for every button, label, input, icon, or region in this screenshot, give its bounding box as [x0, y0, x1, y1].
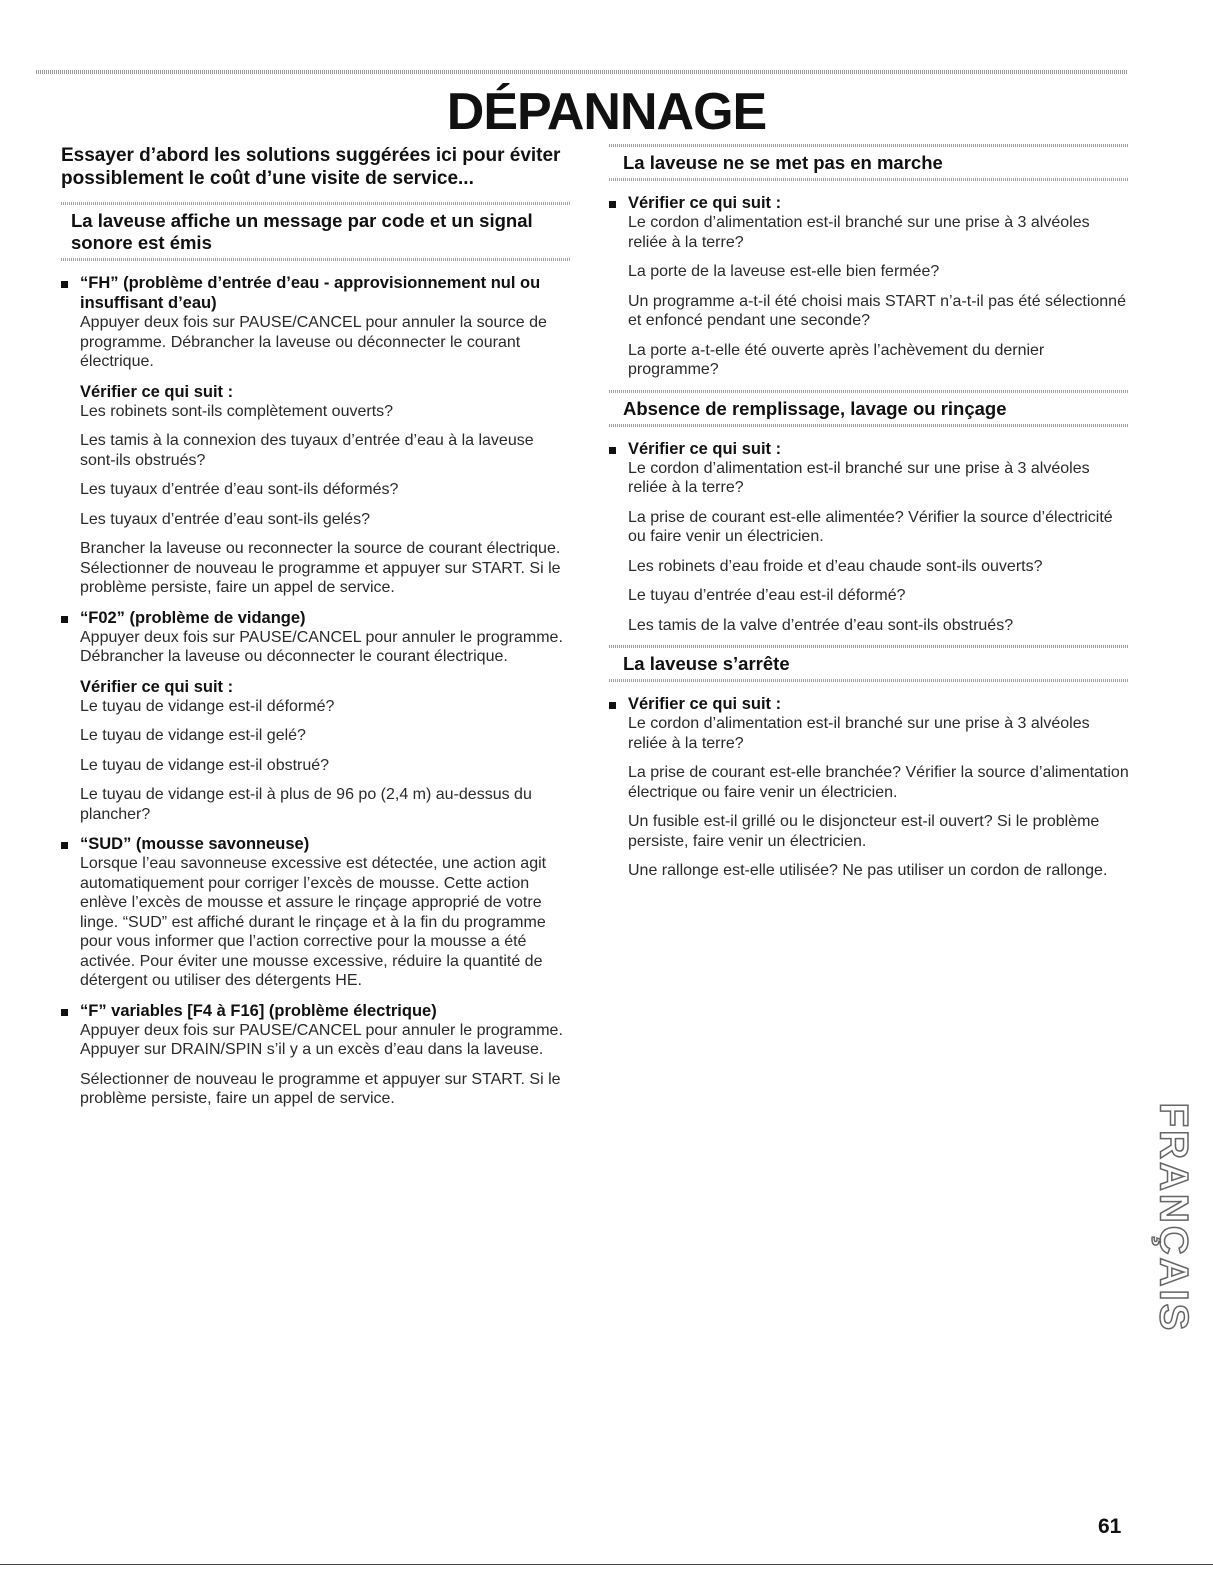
- check-line: Le cordon d’alimentation est-il branché sur une prise à 3 alvéoles reliée à la terre?: [628, 459, 1090, 496]
- check-line: Les tuyaux d’entrée d’eau sont-ils gelés?: [80, 510, 370, 528]
- check-line: Un programme a-t-il été choisi mais START n’a-t-il pas été sélectionné et enfoncé pendant une seconde?: [628, 292, 1126, 329]
- check-line: Les tuyaux d’entrée d’eau sont-ils déformés?: [80, 481, 399, 498]
- square-bullet-icon: [61, 616, 68, 623]
- square-bullet-icon: [609, 702, 616, 709]
- item-title: “SUD” (mousse savonneuse): [80, 835, 310, 853]
- square-bullet-icon: [61, 1009, 68, 1016]
- section-title: La laveuse s’arrête: [623, 653, 790, 674]
- check-line: Les tamis de la valve d’entrée d’eau sont-ils obstrués?: [628, 616, 1014, 634]
- check-line: Les tamis à la connexion des tuyaux d’entrée d’eau à la laveuse sont-ils obstrués?: [80, 432, 534, 469]
- check-line: Les robinets d’eau froide et d’eau chaude sont-ils ouverts?: [628, 557, 1043, 575]
- check-line: Le cordon d’alimentation est-il branché sur une prise à 3 alvéoles reliée à la terre?: [628, 715, 1090, 752]
- language-side-tab: [1151, 1085, 1196, 1350]
- section-rule-bottom: [609, 178, 1129, 181]
- item-no-start: [609, 193, 1129, 380]
- page-title: DÉPANNAGE: [446, 83, 767, 141]
- item-paragraph: Appuyer deux fois sur PAUSE/CANCEL pour annuler la source de programme. Débrancher la laveuse ou déconnecter le courant électrique.: [80, 314, 547, 370]
- check-line: Les robinets sont-ils complètement ouverts?: [80, 402, 394, 420]
- check-label: Vérifier ce qui suit :: [628, 194, 782, 212]
- section-title: La laveuse affiche un message par code et un signal sonore est émis: [71, 210, 533, 253]
- check-label: Vérifier ce qui suit :: [80, 382, 234, 401]
- check-line: Le tuyau d’entrée d’eau est-il déformé?: [628, 587, 906, 604]
- check-label: Vérifier ce qui suit :: [628, 439, 782, 458]
- right-column: [609, 144, 1129, 891]
- item-stops: [609, 694, 1129, 881]
- section-rule-bottom: [609, 679, 1129, 682]
- section-rule-bottom: [609, 424, 1129, 427]
- item-paragraph: Lorsque l’eau savonneuse excessive est détectée, une action agit automatiquement pour corriger l’excès de mousse. Cette action enlève l’excès de mousse et assure le rinçage approprié de votre linge. “SUD” est affiché durant le rinçage et à la fin du programme pour vous informer que l’action corrective pour la mousse a été activée. Pour éviter une mousse excessive, réduire la quantité de détergent ou utiliser des détergents HE.: [80, 855, 547, 989]
- page-number: 61: [1098, 1515, 1122, 1538]
- check-line: Le tuyau de vidange est-il gelé?: [80, 727, 306, 744]
- square-bullet-icon: [61, 842, 68, 849]
- check-line: La prise de courant est-elle alimentée? Vérifier la source d’électricité ou faire venir un électricien.: [628, 508, 1113, 545]
- section-header-codes: [61, 202, 571, 261]
- check-line: Le cordon d’alimentation est-il branché sur une prise à 3 alvéoles reliée à la terre?: [628, 214, 1090, 251]
- section-header-no-start: [609, 144, 1129, 181]
- square-bullet-icon: [609, 201, 616, 208]
- side-tab-label: FRANÇAIS: [1151, 1102, 1196, 1333]
- item-f-variables: [61, 1001, 571, 1109]
- item-no-fill: [609, 439, 1129, 636]
- item-title: “F02” (problème de vidange): [80, 608, 306, 627]
- section-header-stops: [609, 645, 1129, 682]
- check-line: Une rallonge est-elle utilisée? Ne pas utiliser un cordon de rallonge.: [628, 862, 1108, 879]
- check-line: Le tuyau de vidange est-il obstrué?: [80, 756, 330, 774]
- check-label: Vérifier ce qui suit :: [80, 677, 234, 696]
- square-bullet-icon: [609, 447, 616, 454]
- check-line: Le tuyau de vidange est-il déformé?: [80, 697, 335, 715]
- bottom-rule: [0, 1564, 1213, 1565]
- check-line: La porte de la laveuse est-elle bien fermée?: [628, 263, 940, 280]
- check-line: La prise de courant est-elle branchée? Vérifier la source d’alimentation électrique ou faire venir un électricien.: [628, 764, 1129, 801]
- section-title: La laveuse ne se met pas en marche: [623, 152, 943, 173]
- item-f02: [61, 608, 571, 825]
- item-title: “F” variables [F4 à F16] (problème électrique): [80, 1001, 437, 1020]
- item-fh: [61, 273, 571, 598]
- item-sud: [61, 834, 571, 991]
- item-paragraph: Appuyer deux fois sur PAUSE/CANCEL pour annuler le programme. Appuyer sur DRAIN/SPIN s’il y a un excès d’eau dans la laveuse.: [80, 1021, 563, 1058]
- check-line: Le tuyau de vidange est-il à plus de 96 po (2,4 m) au-dessus du plancher?: [80, 786, 532, 823]
- intro-text: Essayer d’abord les solutions suggérées ici pour éviter possiblement le coût d’une visite de service...: [61, 145, 561, 189]
- section-title: Absence de remplissage, lavage ou rinçage: [623, 397, 1007, 419]
- square-bullet-icon: [61, 281, 68, 288]
- left-column: [61, 144, 571, 1119]
- check-line: Un fusible est-il grillé ou le disjoncteur est-il ouvert? Si le problème persiste, faire venir un électricien.: [628, 813, 1100, 850]
- item-title: “FH” (problème d’entrée d’eau - approvisionnement nul ou insuffisant d’eau): [80, 274, 541, 312]
- check-label: Vérifier ce qui suit :: [628, 695, 782, 713]
- top-shaded-band: [36, 70, 1128, 74]
- item-paragraph: Sélectionner de nouveau le programme et appuyer sur START. Si le problème persiste, faire un appel de service.: [80, 1070, 561, 1107]
- item-paragraph: Appuyer deux fois sur PAUSE/CANCEL pour annuler le programme. Débrancher la laveuse ou déconnecter le courant électrique.: [80, 628, 563, 665]
- section-header-no-fill: [609, 390, 1129, 427]
- section-rule-bottom: [61, 258, 571, 261]
- check-line: La porte a-t-elle été ouverte après l’achèvement du dernier programme?: [628, 341, 1045, 378]
- check-line: Brancher la laveuse ou reconnecter la source de courant électrique. Sélectionner de nouveau le programme et appuyer sur START. Si le problème persiste, faire un appel de service.: [80, 540, 561, 596]
